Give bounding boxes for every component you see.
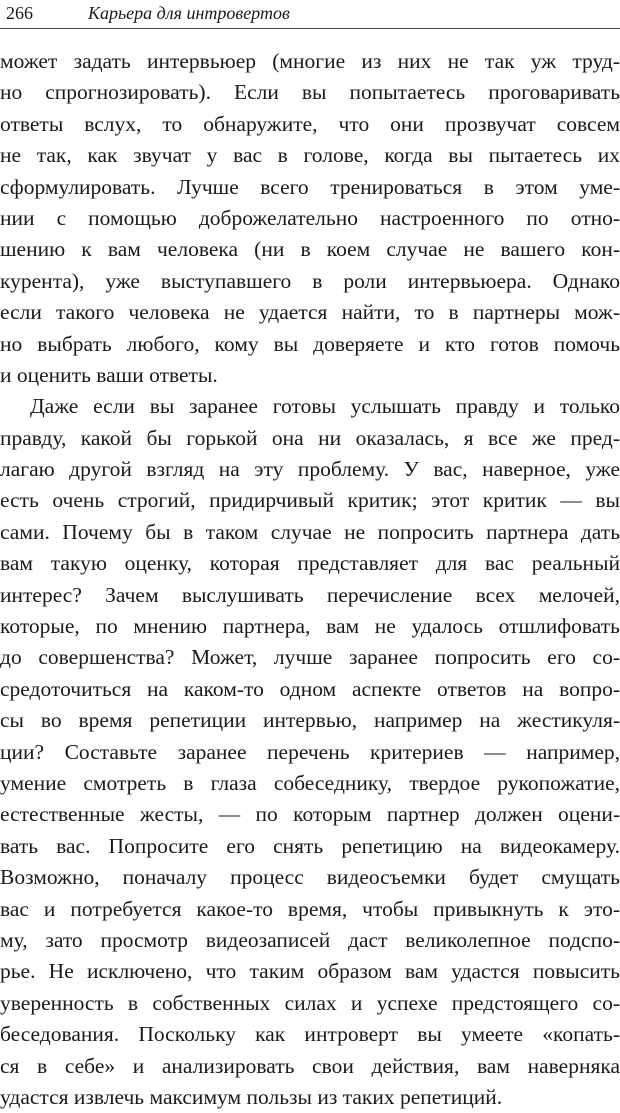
text-line: которые, по мнению партнера, вам не удалось отшлифовать [0,614,620,639]
text-line: сами. Почему бы в таком случае не попросить партнера дать [0,519,620,544]
text-line: Возможно, поначалу процесс видеосъемки будет смущать [0,865,620,890]
text-line: интерес? Зачем выслушивать перечисление всех мелочей, [0,582,620,607]
text-line: ответы вслух, то обнаружите, что они прозвучат совсем [0,111,620,136]
text-line: уверенность в собственных силах и успехе предстоящего со- [0,990,620,1015]
text-line: вать вас. Попросите его снять репетицию на видеокамеру. [0,833,620,858]
text-line: ции? Составьте заранее перечень критериев — например, [0,739,620,764]
text-line: сформулировать. Лучше всего тренироваться в этом уме- [0,174,620,199]
text-line: может задать интервьюер (многие из них не так уж труд- [0,49,620,73]
text-line: беседования. Поскольку как интроверт вы умеете «копать- [0,1022,620,1047]
text-line: нии с помощью доброжелательно настроенного по отно- [0,205,620,230]
text-line: лагаю другой взгляд на эту проблему. У вас, наверное, уже [0,457,620,482]
text-line: есть очень строгий, придирчивый критик; этот критик — вы [0,488,620,513]
body-text [0,46,620,1113]
text-line: не так, как звучат у вас в голове, когда вы пытаетесь их [0,143,620,168]
text-line: Даже если вы заранее готовы услышать правду и только [30,394,620,419]
text-line: ся в себе» и анализировать свои действия, вам наверняка [0,1053,620,1078]
text-line: вас и потребуется какое-то время, чтобы привыкнуть к это- [0,896,620,921]
text-line: му, зато просмотр видеозаписей даст великолепное подспо- [0,927,620,952]
text-line: курента), уже выступавшего в роли интервьюера. Однако [0,268,620,293]
text-line: и оценить ваши ответы. [0,362,218,387]
text-line: правду, какой бы горькой она ни оказалась, я все же пред- [0,425,620,450]
book-title: Карьера для интровертов [88,3,290,23]
text-line: если такого человека не удается найти, то в партнеры мож- [0,300,620,325]
page-number: 266 [6,3,33,23]
text-line: до совершенства? Может, лучше заранее попросить его со- [0,645,620,670]
text-line: естественные жесты, — по которым партнер должен оцени- [0,802,620,827]
text-line: шению к вам человека (ни в коем случае не вашего кон- [0,237,620,262]
running-header [0,0,620,29]
text-line: рье. Не исключено, что таким образом вам удастся повысить [0,959,620,984]
text-line: но выбрать любого, кому вы доверяете и кто готов помочь [0,331,620,356]
text-line: но спрогнозировать). Если вы попытаетесь проговаривать [0,80,620,105]
text-line: средоточиться на каком-то одном аспекте ответов на вопро- [0,676,620,701]
text-line: умение смотреть в глаза собеседнику, твердое рукопожатие, [0,770,620,795]
text-line: вам такую оценку, которая представляет для вас реальный [0,551,620,576]
text-line: сы во время репетиции интервью, например на жестикуля- [0,708,620,733]
text-line: удастся извлечь максимум пользы из таких репетиций. [0,1084,503,1109]
